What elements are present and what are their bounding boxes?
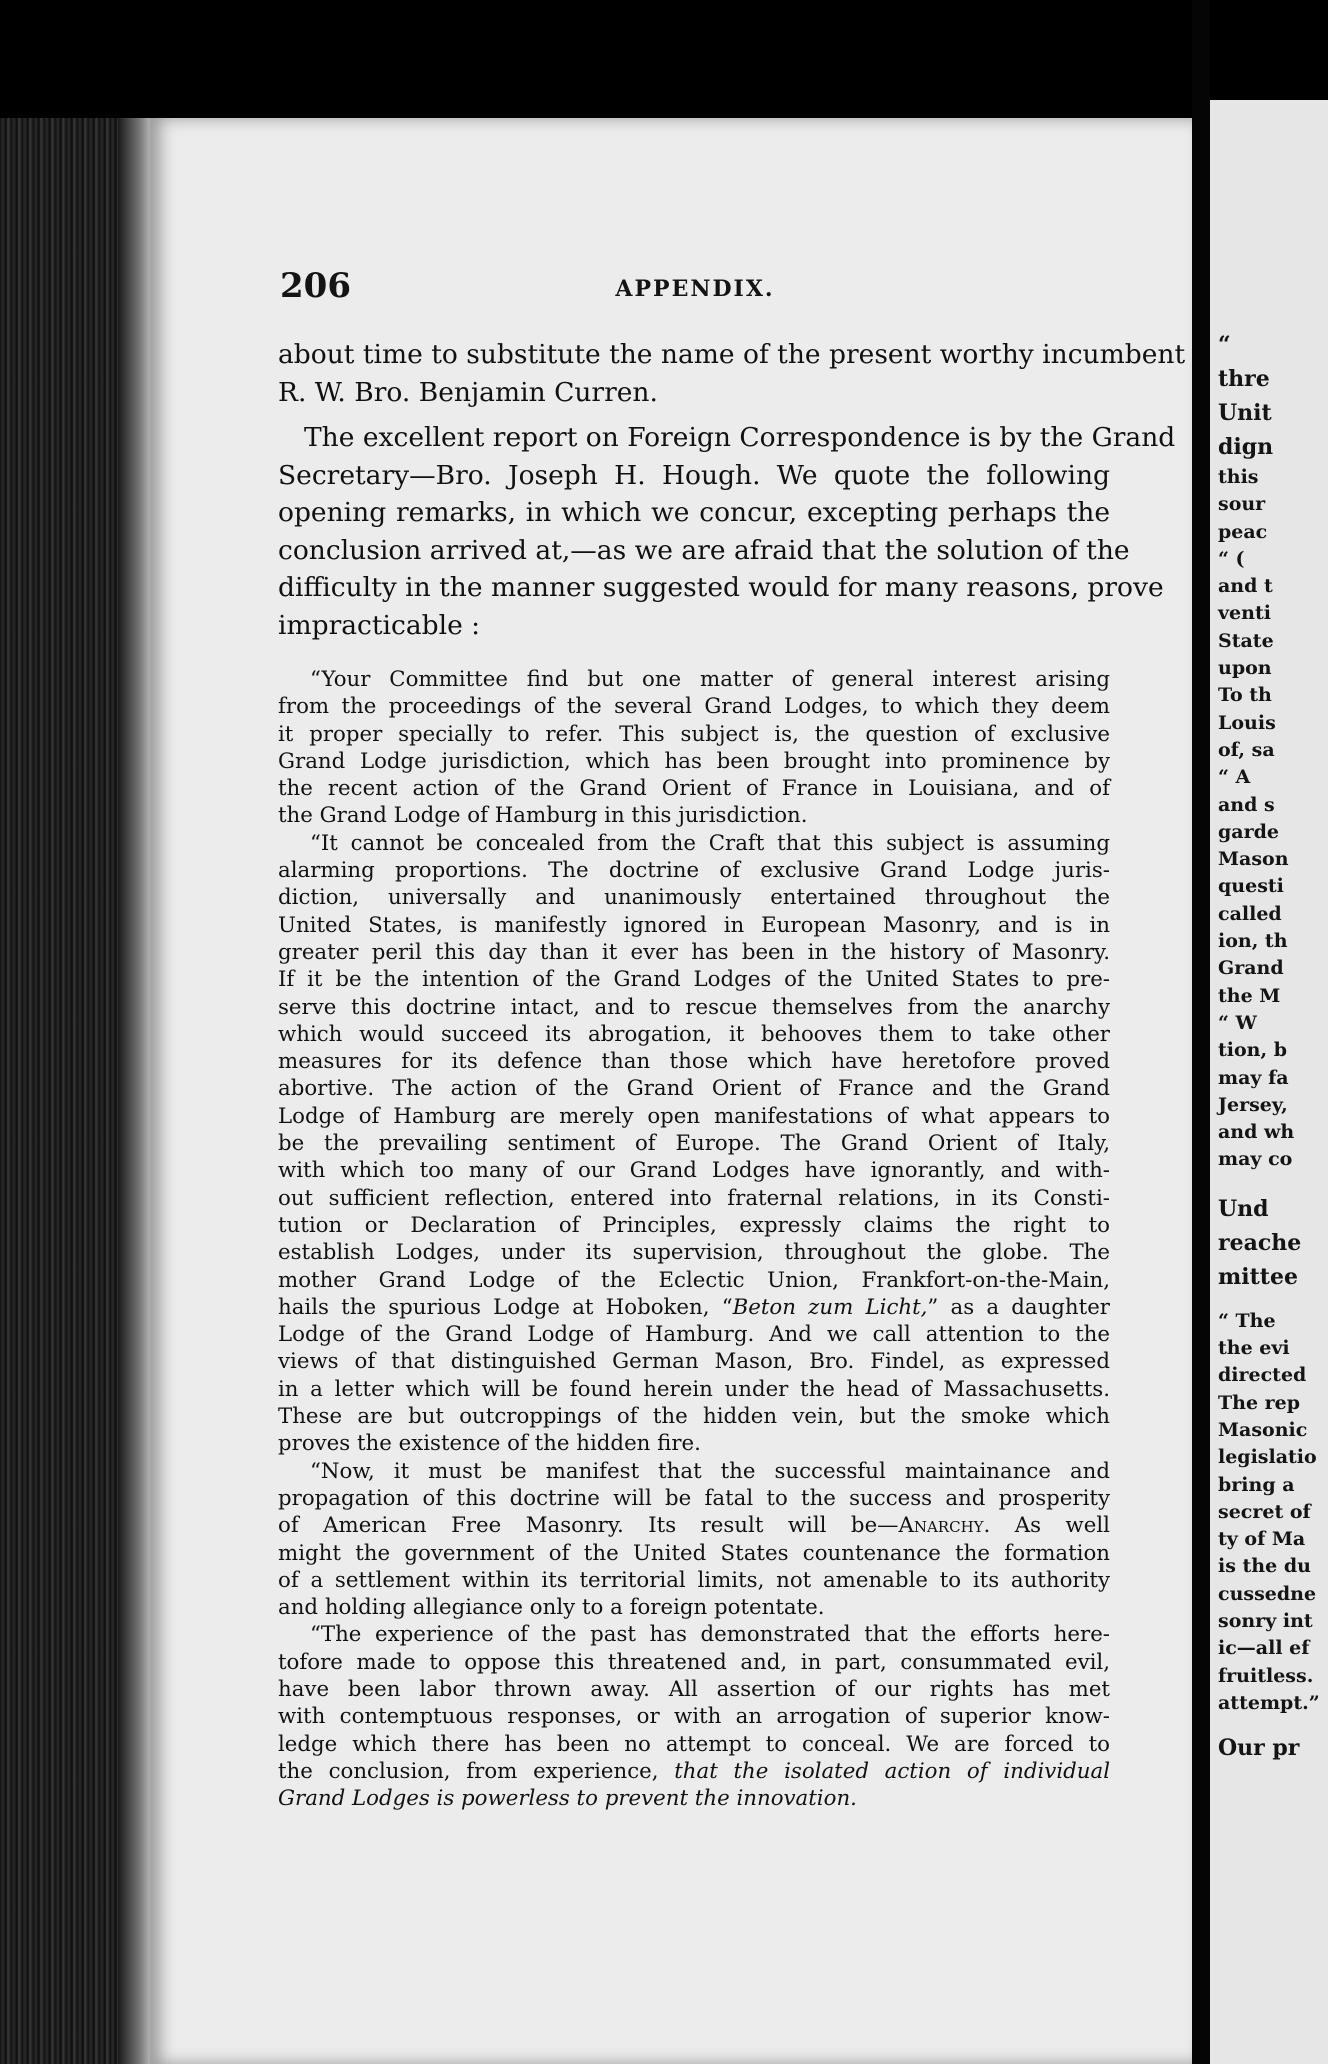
- fragment-line: secret of: [1218, 1500, 1311, 1523]
- text-line: the recent action of the Grand Orient of France in Louisiana, and of: [278, 776, 1110, 802]
- text-line: Lodge of Hamburg are merely open manifestations of what appears to: [278, 1103, 1110, 1129]
- text-line: Grand Lodges is powerless to prevent the innovation.: [278, 1786, 857, 1812]
- fragment-line: thre: [1218, 366, 1270, 392]
- text-line: greater peril this day than it ever has been in the history of Masonry.: [278, 939, 1110, 965]
- anarchy-small-caps: Anarchy.: [898, 1513, 991, 1539]
- fragment-line: garde: [1218, 820, 1279, 843]
- text-line: abortive. The action of the Grand Orient of France and the Grand: [278, 1076, 1110, 1102]
- fragment-line: State: [1218, 629, 1274, 652]
- text-run: ” as a daughter: [927, 1294, 1110, 1320]
- main-page: [150, 118, 1192, 2064]
- fragment-line: and wh: [1218, 1121, 1295, 1144]
- text-line: Grand Lodge jurisdiction, which has been brought into prominence by: [278, 748, 1110, 774]
- text-line: tofore made to oppose this threatened and, in part, consummated evil,: [278, 1649, 1110, 1675]
- text-line: United States, is manifestly ignored in European Masonry, and is in: [278, 912, 1110, 938]
- text-line: might the government of the United States countenance the formation: [278, 1540, 1110, 1566]
- text-run: As well: [990, 1513, 1110, 1539]
- facing-page-fragments: [1218, 328, 1328, 1765]
- text-line: tution or Declaration of Principles, expressly claims the right to: [278, 1212, 1110, 1238]
- text-line: If it be the intention of the Grand Lodges of the United States to pre-: [278, 967, 1110, 993]
- fragment-line: “: [1218, 332, 1231, 358]
- text-line: of a settlement within its territorial limits, not amenable to its authority: [278, 1567, 1110, 1593]
- fragment-line: sonry int: [1218, 1609, 1313, 1632]
- text-line: impracticable :: [278, 609, 481, 641]
- body-text: [278, 336, 1186, 1812]
- fragment-line: sour: [1218, 493, 1266, 516]
- fragment-line: “ W: [1218, 1011, 1257, 1034]
- text-line: alarming proportions. The doctrine of exclusive Grand Lodge juris-: [278, 858, 1110, 884]
- text-line: These are but outcroppings of the hidden vein, but the smoke which: [278, 1404, 1110, 1430]
- fragment-line: “ A: [1218, 766, 1251, 789]
- text-line: R. W. Bro. Benjamin Curren.: [278, 376, 658, 408]
- fragment-line: bring a: [1218, 1473, 1295, 1496]
- fragment-line: may co: [1218, 1148, 1293, 1171]
- fragment-line: cussedne: [1218, 1582, 1317, 1605]
- quote-paragraph-3: [278, 1458, 1110, 1622]
- page-header: [280, 266, 1110, 310]
- text-line: mother Grand Lodge of the Eclectic Union, Frankfort-on-the-Main,: [278, 1267, 1110, 1293]
- running-head: APPENDIX.: [615, 276, 775, 302]
- fragment-line: “ (: [1218, 547, 1245, 570]
- fragment-line: ion, th: [1218, 930, 1288, 953]
- fragment-line: Masonic: [1218, 1418, 1308, 1441]
- fragment-line: legislatio: [1218, 1446, 1317, 1469]
- fragment-line: ic—all ef: [1218, 1637, 1310, 1660]
- fragment-line: and t: [1218, 575, 1273, 598]
- text-line: establish Lodges, under its supervision, throughout the globe. The: [278, 1240, 1110, 1266]
- page-number: 206: [280, 266, 351, 306]
- fragment-line: is the du: [1218, 1555, 1311, 1578]
- fragment-line: Jersey,: [1218, 1093, 1288, 1116]
- text-line: have been labor thrown away. All assertion of our rights has met: [278, 1676, 1110, 1702]
- text-line: views of that distinguished German Mason, Bro. Findel, as expressed: [278, 1349, 1110, 1375]
- text-line: which would succeed its abrogation, it behooves them to take other: [278, 1021, 1110, 1047]
- fragment-line: called: [1218, 902, 1282, 925]
- fragment-line: of, sa: [1218, 738, 1275, 761]
- text-line: [278, 1294, 1110, 1321]
- text-line: propagation of this doctrine will be fatal to the success and prosperity: [278, 1485, 1110, 1511]
- fragment-line: peac: [1218, 520, 1268, 543]
- text-line: [278, 1512, 1110, 1539]
- lodge-name-italic: Beton zum Licht,: [732, 1294, 928, 1320]
- text-line: from the proceedings of the several Grand Lodges, to which they deem: [278, 694, 1110, 720]
- fragment-line: may fa: [1218, 1066, 1289, 1089]
- text-line: Secretary—Bro. Joseph H. Hough. We quote the following: [278, 459, 1110, 491]
- text-line: and holding allegiance only to a foreign potentate.: [278, 1595, 825, 1621]
- text-line: with which too many of our Grand Lodges have ignorantly, and with-: [278, 1158, 1110, 1184]
- fragment-line: “ The: [1218, 1309, 1276, 1332]
- text-line: “It cannot be concealed from the Craft that this subject is assuming: [310, 830, 1110, 856]
- fragment-line: venti: [1218, 602, 1271, 625]
- fragment-line: questi: [1218, 875, 1284, 898]
- fragment-line: To th: [1218, 684, 1272, 707]
- text-line: opening remarks, in which we concur, excepting perhaps the: [278, 497, 1110, 528]
- facing-page-edge: [1210, 100, 1328, 2064]
- fragment-line: the M: [1218, 984, 1281, 1007]
- text-line: “Your Committee find but one matter of general interest arising: [310, 667, 1110, 692]
- text-line: in a letter which will be found herein under the head of Massachusetts.: [278, 1376, 1110, 1402]
- text-line: out sufficient reflection, entered into fraternal relations, in its Consti-: [278, 1185, 1110, 1211]
- quote-paragraph-1: [278, 666, 1110, 830]
- fragment-line: The rep: [1218, 1391, 1301, 1414]
- text-line: “The experience of the past has demonstrated that the efforts here-: [310, 1622, 1110, 1648]
- text-line: serve this doctrine intact, and to rescue themselves from the anarchy: [278, 994, 1110, 1020]
- text-line: The excellent report on Foreign Correspondence is by the Grand: [304, 422, 1176, 453]
- text-line: the Grand Lodge of Hamburg in this jurisdiction.: [278, 803, 808, 829]
- fragment-line: and s: [1218, 793, 1275, 816]
- fragment-line: this: [1218, 466, 1259, 488]
- text-line: ledge which there has been no attempt to conceal. We are forced to: [278, 1731, 1110, 1757]
- text-run: hails the spurious Lodge at Hoboken, “: [278, 1294, 733, 1320]
- quote-paragraph-2: [278, 830, 1110, 1458]
- text-line: [278, 1758, 1110, 1785]
- intro-paragraph: [278, 336, 1186, 411]
- fragment-line: Louis: [1218, 711, 1276, 734]
- text-line: measures for its defence than those which have heretofore proved: [278, 1049, 1110, 1075]
- text-line: conclusion arrived at,—as we are afraid that the solution of the: [278, 534, 1130, 566]
- text-line: proves the existence of the hidden fire.: [278, 1431, 701, 1457]
- text-run: of American Free Masonry. Its result will be—: [278, 1513, 899, 1539]
- fragment-line: Und: [1218, 1195, 1269, 1222]
- fragment-line: dign: [1218, 434, 1274, 460]
- fragment-line: Mason: [1218, 848, 1289, 871]
- fragment-line: fruitless.: [1218, 1664, 1314, 1687]
- text-run: the conclusion, from experience,: [278, 1758, 675, 1784]
- fragment-line: mittee: [1218, 1263, 1298, 1290]
- fragment-line: Unit: [1218, 400, 1272, 426]
- fragment-line: reache: [1218, 1229, 1302, 1256]
- fragment-line: tion, b: [1218, 1039, 1287, 1062]
- text-line: “Now, it must be manifest that the successful maintainance and: [310, 1458, 1110, 1484]
- text-line: it proper specially to refer. This subject is, the question of exclusive: [278, 721, 1110, 747]
- page-gutter: [1192, 0, 1210, 2064]
- fragment-line: ty of Ma: [1218, 1528, 1306, 1551]
- page-stack-edge: [118, 118, 154, 2064]
- text-line: Lodge of the Grand Lodge of Hamburg. And we call attention to the: [278, 1322, 1110, 1348]
- text-line: diction, universally and unanimously entertained throughout the: [278, 885, 1110, 911]
- fragment-line: Grand: [1218, 957, 1284, 980]
- fragment-line: Our pr: [1218, 1735, 1300, 1762]
- text-line: with contemptuous responses, or with an arrogation of superior know-: [278, 1704, 1110, 1730]
- text-line: about time to substitute the name of the present worthy incumbent: [278, 339, 1186, 370]
- fragment-line: attempt.”: [1218, 1691, 1320, 1714]
- text-line: be the prevailing sentiment of Europe. The Grand Orient of Italy,: [278, 1131, 1110, 1157]
- fragment-line: the evi: [1218, 1337, 1290, 1360]
- fragment-line: upon: [1218, 657, 1272, 680]
- commentary-paragraph: [278, 419, 1176, 644]
- emphasis-italic: that the isolated action of individual: [674, 1758, 1111, 1784]
- quote-paragraph-4: [278, 1621, 1110, 1812]
- fragment-line: directed: [1218, 1364, 1307, 1387]
- text-line: difficulty in the manner suggested would for many reasons, prove: [278, 572, 1164, 603]
